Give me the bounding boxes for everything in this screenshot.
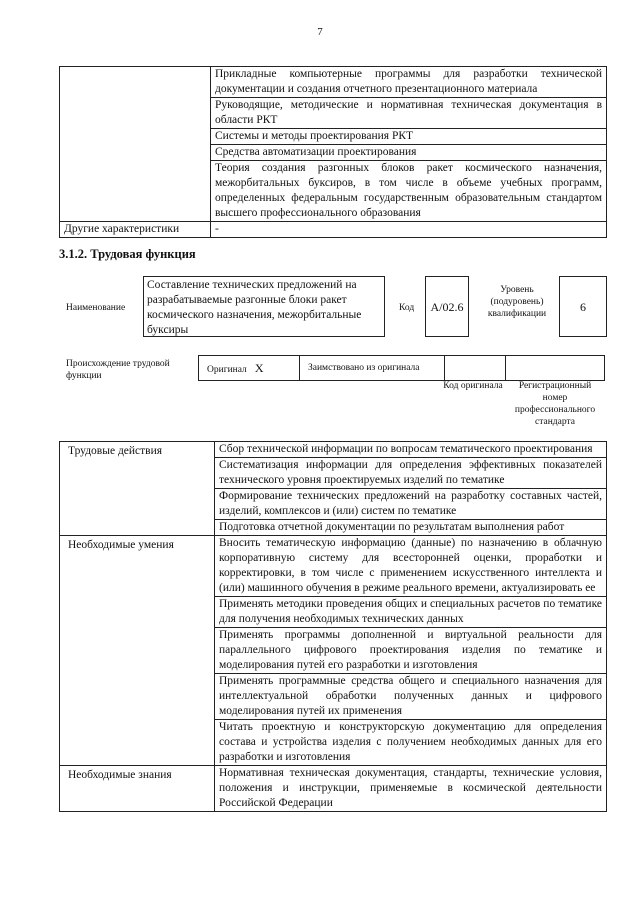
row-item: Вносить тематическую информацию (данные) по назначению в облачную корпоративную систему для всесторонней оценки, проработки и корректировки, в том числе с применением искусственного интеллекта и (или) машинного обучения в режиме реального времени, актуализировать ее [215,536,607,597]
row-item: Систематизация информации для определения эффективных показателей технического уровня проектируемых изделий по тематике [215,458,607,489]
row-item: Руководящие, методические и нормативная техническая документация в области РКТ [211,98,607,129]
table-row [60,222,607,238]
original-cell [199,356,300,381]
row-item: Прикладные компьютерные программы для разработки технической документации и создания отчетного презентационного материала [211,67,607,98]
function-code-value: А/02.6 [425,276,469,337]
table-row [60,67,607,98]
row-label: Необходимые знания [60,766,215,812]
row-item: Применять методики проведения общих и специальных расчетов по тематике для получения необходимых технических данных [215,597,607,628]
original-code-cell [445,356,506,381]
original-mark: X [254,360,264,375]
row-item: Сбор технической информации по вопросам тематического проектирования [215,442,607,458]
row-label: Другие характеристики [60,222,211,238]
row-item: Формирование технических предложений на разработку составных частей, изделий, комплексов и (или) систем по тематике [215,489,607,520]
row-item: Теория создания разгонных блоков ракет космического назначения, межорбитальных буксиров, в том числе в объеме учебных программ, определенных федеральным государственным образовательным стандартом высшего профессионального образования [211,161,607,222]
row-item: Подготовка отчетной документации по результатам выполнения работ [215,520,607,536]
table-row [60,442,607,458]
original-label: Оригинал [207,364,247,375]
table-row [60,536,607,597]
row-item: Применять программные средства общего и специального назначения для интеллектуальной обработки полученных данных и цифрового моделирования путей их применения [215,674,607,720]
code-label: Код [399,303,415,313]
row-label: Необходимые умения [60,536,215,766]
row-item: Системы и методы проектирования РКТ [211,129,607,145]
row-item: Применять программы дополненной и виртуальной реальности для параллельного цифрового проектирования изделия по тематике и моделирования путей его разработки и изготовления [215,628,607,674]
row-label [60,67,211,222]
qualification-level-value: 6 [559,276,607,337]
table-row [60,766,607,812]
page-number: 7 [317,26,323,38]
origin-table [198,355,605,381]
name-label: Наименование [66,303,126,313]
row-item: Нормативная техническая документация, стандарты, технические условия, положения и инструкции, применяемые в космической деятельности Российской Федерации [215,766,607,812]
function-name-value: Составление технических предложений на разрабатываемые разгонные блоки ракет космического назначения, межорбитальные буксиры [143,276,385,337]
row-item: Средства автоматизации проектирования [211,145,607,161]
row-label: Трудовые действия [60,442,215,536]
section-title: 3.1.2. Трудовая функция [59,247,196,261]
registration-number-cell [506,356,605,381]
function-details-table [59,441,607,812]
row-item: - [211,222,607,238]
original-code-caption: Код оригинала [443,381,503,391]
borrowed-label: Заимствовано из оригинала [300,356,445,381]
origin-label: Происхождение трудовой функции [66,359,170,381]
characteristics-table [59,66,607,238]
qualification-level-label: Уровень (подуровень) квалификации [487,285,547,319]
registration-number-caption: Регистрационный номер профессионального стандарта [514,381,596,427]
row-item: Читать проектную и конструкторскую документацию для определения состава и устройства изделия с получением необходимых данных для его разработки и изготовления [215,720,607,766]
